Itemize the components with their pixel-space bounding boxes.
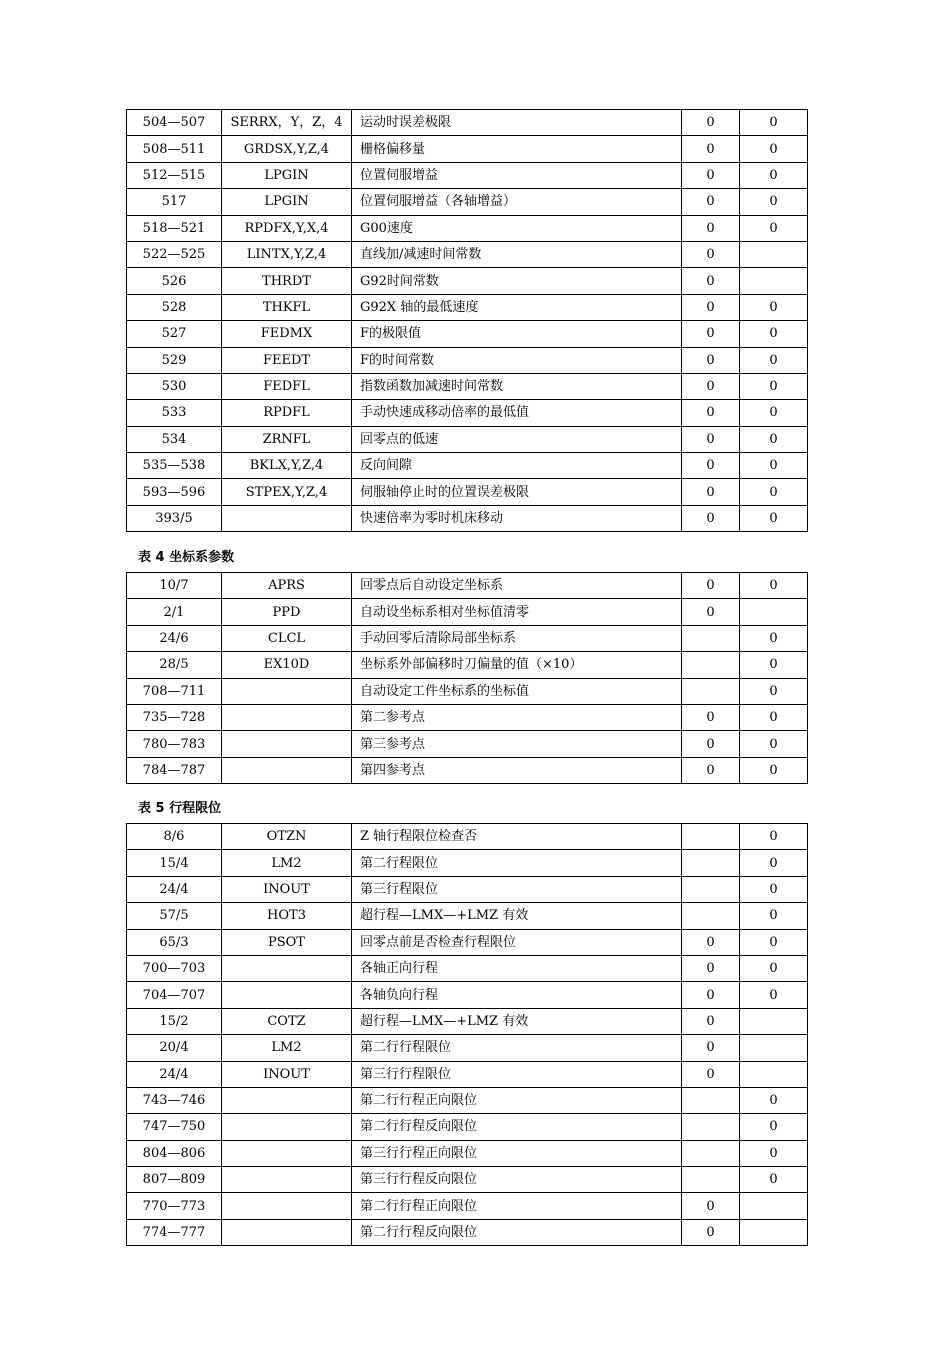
table-row	[127, 1035, 808, 1061]
table-row	[127, 599, 808, 625]
value-col-b	[740, 1193, 808, 1219]
param-description: 回零点后自动设定坐标系	[352, 573, 682, 599]
value-col-b	[740, 268, 808, 294]
param-description: 指数函数加减速时间常数	[352, 373, 682, 399]
table-row	[127, 903, 808, 929]
value-col-b: 0	[740, 347, 808, 373]
param-description: 第四参考点	[352, 757, 682, 783]
value-col-a: 0	[682, 162, 740, 188]
value-col-a: 0	[682, 1061, 740, 1087]
param-number: 804—806	[127, 1140, 222, 1166]
param-number: 774—777	[127, 1219, 222, 1245]
value-col-a	[682, 850, 740, 876]
value-col-b: 0	[740, 373, 808, 399]
param-description: G00速度	[352, 215, 682, 241]
table-row	[127, 426, 808, 452]
param-number: 735—728	[127, 704, 222, 730]
param-number: 512—515	[127, 162, 222, 188]
value-col-a: 0	[682, 757, 740, 783]
table-row	[127, 505, 808, 531]
value-col-a	[682, 903, 740, 929]
value-col-a: 0	[682, 373, 740, 399]
value-col-b: 0	[740, 215, 808, 241]
value-col-a: 0	[682, 453, 740, 479]
value-col-b: 0	[740, 757, 808, 783]
param-description: 第二行行程反向限位	[352, 1114, 682, 1140]
param-description: 第二参考点	[352, 704, 682, 730]
param-symbol: LPGIN	[222, 162, 352, 188]
value-col-b: 0	[740, 929, 808, 955]
param-description: 第二行行程正向限位	[352, 1193, 682, 1219]
table-row	[127, 189, 808, 215]
param-description: 反向间隙	[352, 453, 682, 479]
param-number: 518—521	[127, 215, 222, 241]
param-number: 747—750	[127, 1114, 222, 1140]
table-row	[127, 215, 808, 241]
table-row	[127, 929, 808, 955]
param-symbol: THKFL	[222, 294, 352, 320]
param-description: 第三行行程正向限位	[352, 1140, 682, 1166]
value-col-b	[740, 1061, 808, 1087]
value-col-a: 0	[682, 1193, 740, 1219]
table-row	[127, 1140, 808, 1166]
value-col-b: 0	[740, 982, 808, 1008]
param-number: 24/4	[127, 876, 222, 902]
param-symbol: OTZN	[222, 824, 352, 850]
table-row	[127, 1114, 808, 1140]
param-symbol	[222, 704, 352, 730]
param-symbol	[222, 731, 352, 757]
table-row	[127, 1167, 808, 1193]
table-row	[127, 757, 808, 783]
table-row	[127, 241, 808, 267]
param-number: 535—538	[127, 453, 222, 479]
param-number: 529	[127, 347, 222, 373]
param-symbol: PPD	[222, 599, 352, 625]
param-symbol	[222, 982, 352, 1008]
table-row	[127, 824, 808, 850]
param-symbol	[222, 757, 352, 783]
value-col-a: 0	[682, 400, 740, 426]
table-row	[127, 678, 808, 704]
value-col-b: 0	[740, 1140, 808, 1166]
value-col-b: 0	[740, 955, 808, 981]
param-symbol	[222, 1219, 352, 1245]
param-number: 708—711	[127, 678, 222, 704]
value-col-b: 0	[740, 903, 808, 929]
param-number: 28/5	[127, 652, 222, 678]
value-col-b: 0	[740, 652, 808, 678]
param-description: 第三行行程限位	[352, 1061, 682, 1087]
param-description: 第二行行程正向限位	[352, 1087, 682, 1113]
param-symbol: LINTX,Y,Z,4	[222, 241, 352, 267]
table-row	[127, 400, 808, 426]
table-row	[127, 321, 808, 347]
param-description: F的时间常数	[352, 347, 682, 373]
param-symbol: THRDT	[222, 268, 352, 294]
value-col-a: 0	[682, 321, 740, 347]
value-col-a: 0	[682, 215, 740, 241]
param-symbol: PSOT	[222, 929, 352, 955]
table-row	[127, 453, 808, 479]
param-number: 780—783	[127, 731, 222, 757]
param-symbol: CLCL	[222, 625, 352, 651]
table-row	[127, 1219, 808, 1245]
param-description: F的极限值	[352, 321, 682, 347]
param-number: 593—596	[127, 479, 222, 505]
value-col-b: 0	[740, 505, 808, 531]
table-row	[127, 294, 808, 320]
param-symbol: BKLX,Y,Z,4	[222, 453, 352, 479]
value-col-b: 0	[740, 400, 808, 426]
param-description: G92X 轴的最低速度	[352, 294, 682, 320]
param-symbol	[222, 1114, 352, 1140]
table-row	[127, 982, 808, 1008]
value-col-a: 0	[682, 505, 740, 531]
param-description: 手动快速成移动倍率的最低值	[352, 400, 682, 426]
param-number: 15/2	[127, 1008, 222, 1034]
param-description: 手动回零后清除局部坐标系	[352, 625, 682, 651]
value-col-a: 0	[682, 189, 740, 215]
param-number: 704—707	[127, 982, 222, 1008]
param-number: 504—507	[127, 110, 222, 136]
param-number: 530	[127, 373, 222, 399]
value-col-a	[682, 1114, 740, 1140]
value-col-a	[682, 876, 740, 902]
value-col-b: 0	[740, 678, 808, 704]
param-description: Z 轴行程限位检查否	[352, 824, 682, 850]
value-col-b: 0	[740, 321, 808, 347]
param-symbol: ZRNFL	[222, 426, 352, 452]
param-symbol: INOUT	[222, 1061, 352, 1087]
param-description: 直线加/减速时间常数	[352, 241, 682, 267]
param-symbol	[222, 505, 352, 531]
value-col-b: 0	[740, 731, 808, 757]
value-col-a: 0	[682, 136, 740, 162]
value-col-b	[740, 599, 808, 625]
param-description: 各轴负向行程	[352, 982, 682, 1008]
value-col-b	[740, 241, 808, 267]
value-col-b: 0	[740, 824, 808, 850]
param-description: 运动时误差极限	[352, 110, 682, 136]
param-description: 第三行程限位	[352, 876, 682, 902]
param-description: 超行程—LMX—+LMZ 有效	[352, 903, 682, 929]
value-col-a	[682, 824, 740, 850]
param-number: 57/5	[127, 903, 222, 929]
table-row	[127, 373, 808, 399]
table-row	[127, 1008, 808, 1034]
param-description: 各轴正向行程	[352, 955, 682, 981]
value-col-a: 0	[682, 731, 740, 757]
param-number: 743—746	[127, 1087, 222, 1113]
param-number: 15/4	[127, 850, 222, 876]
value-col-b: 0	[740, 704, 808, 730]
param-symbol: SERRX，Y，Z，4	[222, 110, 352, 136]
param-symbol: EX10D	[222, 652, 352, 678]
table-row	[127, 479, 808, 505]
param-symbol	[222, 678, 352, 704]
value-col-a: 0	[682, 268, 740, 294]
param-description: 回零点的低速	[352, 426, 682, 452]
value-col-b: 0	[740, 136, 808, 162]
table-row	[127, 850, 808, 876]
param-number: 784—787	[127, 757, 222, 783]
table-row	[127, 704, 808, 730]
value-col-b: 0	[740, 294, 808, 320]
coordinate-parameter-table	[126, 572, 808, 784]
table-row	[127, 573, 808, 599]
value-col-b: 0	[740, 189, 808, 215]
value-col-b: 0	[740, 479, 808, 505]
table-row	[127, 731, 808, 757]
value-col-a	[682, 652, 740, 678]
param-symbol	[222, 1193, 352, 1219]
param-description: 第二行程限位	[352, 850, 682, 876]
value-col-a	[682, 625, 740, 651]
param-symbol: LM2	[222, 1035, 352, 1061]
value-col-b: 0	[740, 1114, 808, 1140]
param-number: 20/4	[127, 1035, 222, 1061]
param-symbol	[222, 1087, 352, 1113]
value-col-a: 0	[682, 955, 740, 981]
value-col-a: 0	[682, 110, 740, 136]
param-description: 回零点前是否检查行程限位	[352, 929, 682, 955]
value-col-b: 0	[740, 625, 808, 651]
table-row	[127, 955, 808, 981]
param-number: 526	[127, 268, 222, 294]
param-symbol: RPDFX,Y,X,4	[222, 215, 352, 241]
value-col-a: 0	[682, 573, 740, 599]
value-col-a: 0	[682, 929, 740, 955]
value-col-a: 0	[682, 294, 740, 320]
param-description: 坐标系外部偏移时刀偏量的值（×10）	[352, 652, 682, 678]
param-description: G92时间常数	[352, 268, 682, 294]
value-col-b: 0	[740, 850, 808, 876]
param-number: 528	[127, 294, 222, 320]
table-row	[127, 1193, 808, 1219]
param-number: 517	[127, 189, 222, 215]
param-description: 伺服轴停止时的位置误差极限	[352, 479, 682, 505]
table-row	[127, 136, 808, 162]
table-row	[127, 162, 808, 188]
param-description: 位置伺服增益（各轴增益）	[352, 189, 682, 215]
table-row	[127, 110, 808, 136]
travel-limit-table	[126, 823, 808, 1246]
value-col-a: 0	[682, 479, 740, 505]
value-col-b: 0	[740, 162, 808, 188]
param-description: 快速倍率为零时机床移动	[352, 505, 682, 531]
table-row	[127, 652, 808, 678]
value-col-b	[740, 1219, 808, 1245]
param-description: 栅格偏移量	[352, 136, 682, 162]
value-col-a: 0	[682, 704, 740, 730]
value-col-a	[682, 1087, 740, 1113]
value-col-a: 0	[682, 982, 740, 1008]
value-col-a: 0	[682, 1219, 740, 1245]
param-number: 24/6	[127, 625, 222, 651]
value-col-b	[740, 1008, 808, 1034]
param-symbol: FEEDT	[222, 347, 352, 373]
param-description: 超行程—LMX—+LMZ 有效	[352, 1008, 682, 1034]
table-row	[127, 347, 808, 373]
value-col-a: 0	[682, 241, 740, 267]
param-description: 第二行行程限位	[352, 1035, 682, 1061]
param-description: 第三参考点	[352, 731, 682, 757]
param-symbol: STPEX,Y,Z,4	[222, 479, 352, 505]
param-number: 770—773	[127, 1193, 222, 1219]
param-symbol: COTZ	[222, 1008, 352, 1034]
param-symbol	[222, 1140, 352, 1166]
value-col-b: 0	[740, 1167, 808, 1193]
param-number: 393/5	[127, 505, 222, 531]
value-col-b: 0	[740, 573, 808, 599]
param-symbol: HOT3	[222, 903, 352, 929]
param-number: 8/6	[127, 824, 222, 850]
param-description: 第三行行程反向限位	[352, 1167, 682, 1193]
param-symbol: INOUT	[222, 876, 352, 902]
parameter-table-continued	[126, 109, 808, 532]
param-description: 第二行行程反向限位	[352, 1219, 682, 1245]
param-number: 10/7	[127, 573, 222, 599]
param-number: 24/4	[127, 1061, 222, 1087]
value-col-a: 0	[682, 1035, 740, 1061]
param-number: 65/3	[127, 929, 222, 955]
param-symbol: APRS	[222, 573, 352, 599]
value-col-b: 0	[740, 1087, 808, 1113]
param-number: 522—525	[127, 241, 222, 267]
table-row	[127, 625, 808, 651]
value-col-a: 0	[682, 599, 740, 625]
param-symbol	[222, 955, 352, 981]
param-number: 700—703	[127, 955, 222, 981]
value-col-b	[740, 1035, 808, 1061]
value-col-a: 0	[682, 1008, 740, 1034]
value-col-b: 0	[740, 426, 808, 452]
value-col-b: 0	[740, 876, 808, 902]
table-row	[127, 876, 808, 902]
param-symbol: RPDFL	[222, 400, 352, 426]
table4-title: 表 4 坐标系参数	[138, 550, 235, 565]
table-row	[127, 1087, 808, 1113]
param-number: 533	[127, 400, 222, 426]
param-symbol	[222, 1167, 352, 1193]
param-description: 位置伺服增益	[352, 162, 682, 188]
param-symbol: LPGIN	[222, 189, 352, 215]
value-col-b: 0	[740, 110, 808, 136]
value-col-b: 0	[740, 453, 808, 479]
value-col-a	[682, 1140, 740, 1166]
param-number: 534	[127, 426, 222, 452]
value-col-a: 0	[682, 347, 740, 373]
param-symbol: LM2	[222, 850, 352, 876]
table-row	[127, 268, 808, 294]
param-symbol: FEDFL	[222, 373, 352, 399]
param-number: 2/1	[127, 599, 222, 625]
value-col-a: 0	[682, 426, 740, 452]
value-col-a	[682, 1167, 740, 1193]
param-symbol: FEDMX	[222, 321, 352, 347]
param-number: 508—511	[127, 136, 222, 162]
param-number: 807—809	[127, 1167, 222, 1193]
value-col-a	[682, 678, 740, 704]
table-row	[127, 1061, 808, 1087]
param-number: 527	[127, 321, 222, 347]
param-symbol: GRDSX,Y,Z,4	[222, 136, 352, 162]
table5-title: 表 5 行程限位	[138, 801, 222, 816]
param-description: 自动设坐标系相对坐标值清零	[352, 599, 682, 625]
param-description: 自动设定工件坐标系的坐标值	[352, 678, 682, 704]
